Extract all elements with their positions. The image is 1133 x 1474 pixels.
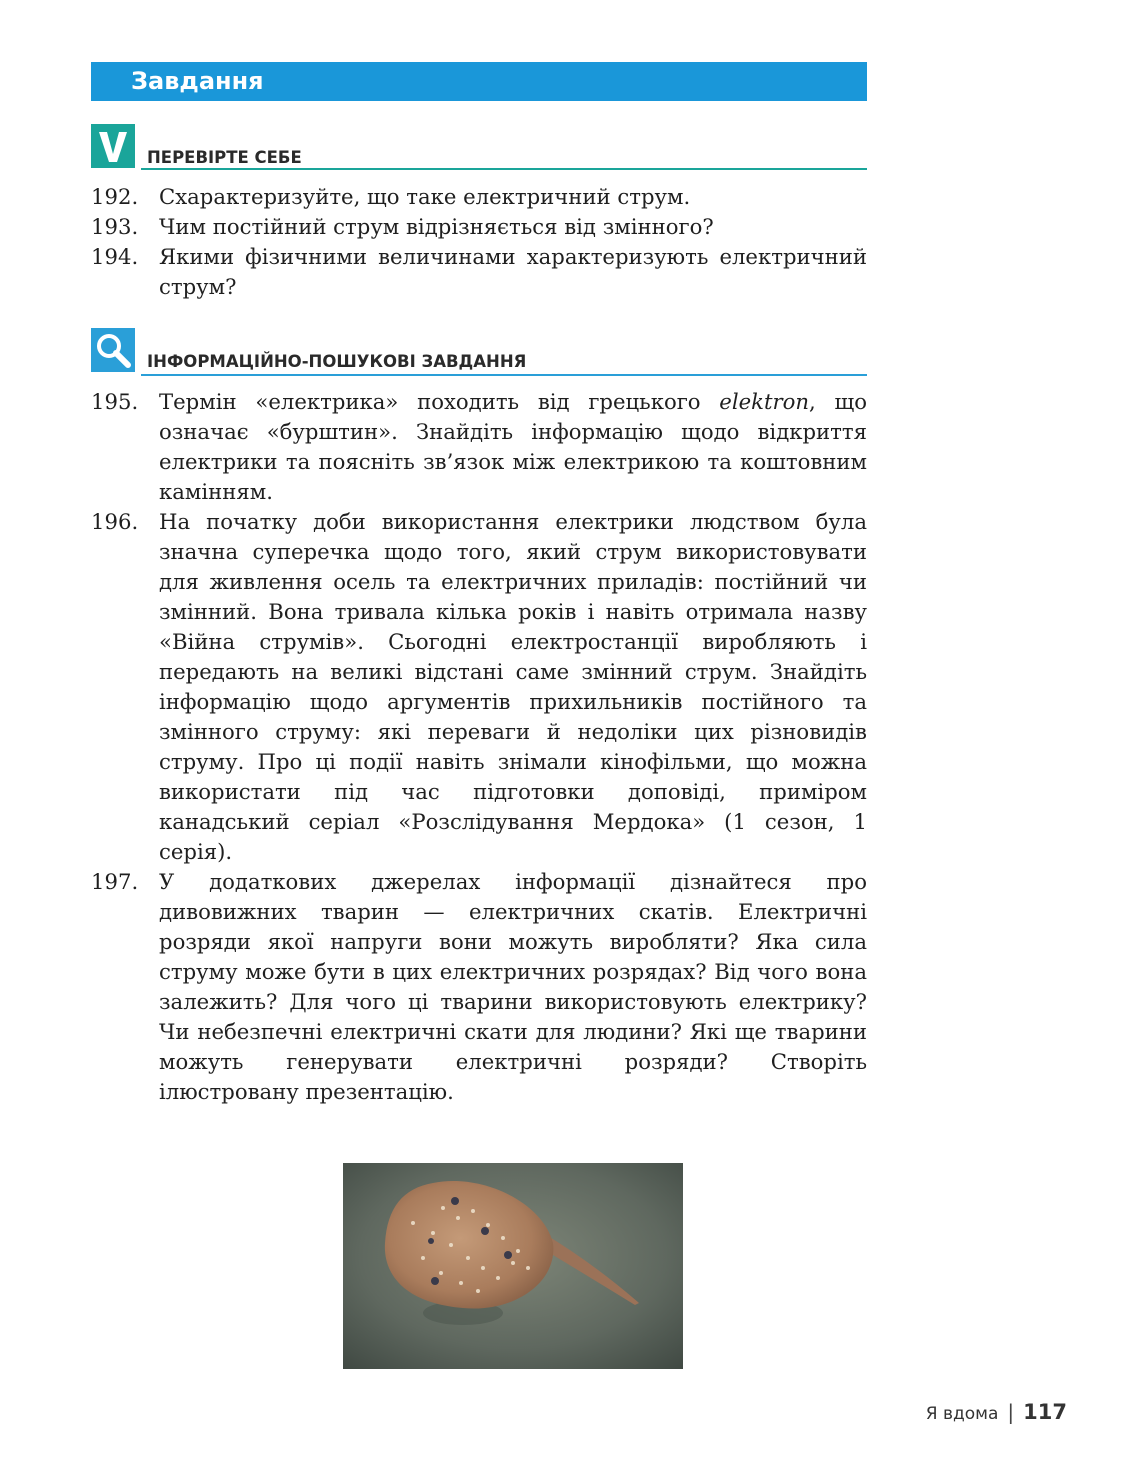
electric-ray-photo	[343, 1163, 683, 1369]
magnifier-icon	[91, 328, 135, 372]
item-number: 195.	[91, 389, 139, 414]
item-text: Якими фізичними величинами характеризують електричний струм?	[159, 244, 867, 299]
item-number: 196.	[91, 509, 139, 534]
research-heading: ІНФОРМАЦІЙНО-ПОШУКОВІ ЗАВДАННЯ	[147, 352, 527, 371]
footer-separator: |	[1007, 1400, 1015, 1424]
page-number: 117	[1023, 1400, 1067, 1424]
check-list	[91, 182, 867, 302]
list-item	[91, 182, 867, 212]
checkmark-icon	[91, 124, 135, 168]
list-item	[91, 507, 867, 867]
section-banner	[91, 62, 867, 101]
item-text: Схарактеризуйте, що таке електричний струм.	[159, 184, 691, 209]
item-text: Термін «електрика» походить від грецького elektron, що означає «бурштин». Знайдіть інформацію щодо відкриття електрики та поясніть зв’язок між електрикою та коштовним камінням.	[159, 389, 867, 504]
research-rule	[141, 374, 867, 376]
check-rule	[141, 168, 867, 170]
item-number: 197.	[91, 869, 139, 894]
banner-title: Завдання	[131, 67, 264, 95]
list-item	[91, 867, 867, 1107]
item-number: 193.	[91, 214, 139, 239]
list-item	[91, 212, 867, 242]
item-number: 192.	[91, 184, 139, 209]
research-list	[91, 387, 867, 1107]
page-footer	[926, 1400, 1067, 1424]
item-text: На початку доби використання електрики людством була значна суперечка щодо того, який струм використовувати для живлення осель та електричних приладів: постійний чи змінний. Вона тривала кілька років і навіть отримала назву «Війна струмів». Сьогодні електростанції виробляють і передають на великі відстані саме змінний струм. Знайдіть інформацію щодо аргументів прихильників постійного та змінного струму: які переваги й недоліки цих різновидів струму. Про ці події навіть знімали кінофільми, що можна використати під час підготовки доповіді, приміром канадський серіал «Розслідування Мердока» (1 сезон, 1 серія).	[159, 509, 867, 864]
item-text: Чим постійний струм відрізняється від змінного?	[159, 214, 714, 239]
item-text: У додаткових джерелах інформації дізнайтеся про дивовижних тварин — електричних скатів. Електричні розряди якої напруги вони можуть виробляти? Яка сила струму може бути в цих електричних розрядах? Від чого вона залежить? Для чого ці тварини використовують електрику? Чи небезпечні електричні скати для людини? Які ще тварини можуть генерувати електричні розряди? Створіть ілюстровану презентацію.	[159, 869, 867, 1104]
item-number: 194.	[91, 244, 139, 269]
list-item	[91, 242, 867, 302]
check-heading: ПЕРЕВІРТЕ СЕБЕ	[147, 148, 302, 167]
footer-label: Я вдома	[925, 1404, 999, 1424]
list-item	[91, 387, 867, 507]
italic-term: elektron	[719, 389, 810, 414]
